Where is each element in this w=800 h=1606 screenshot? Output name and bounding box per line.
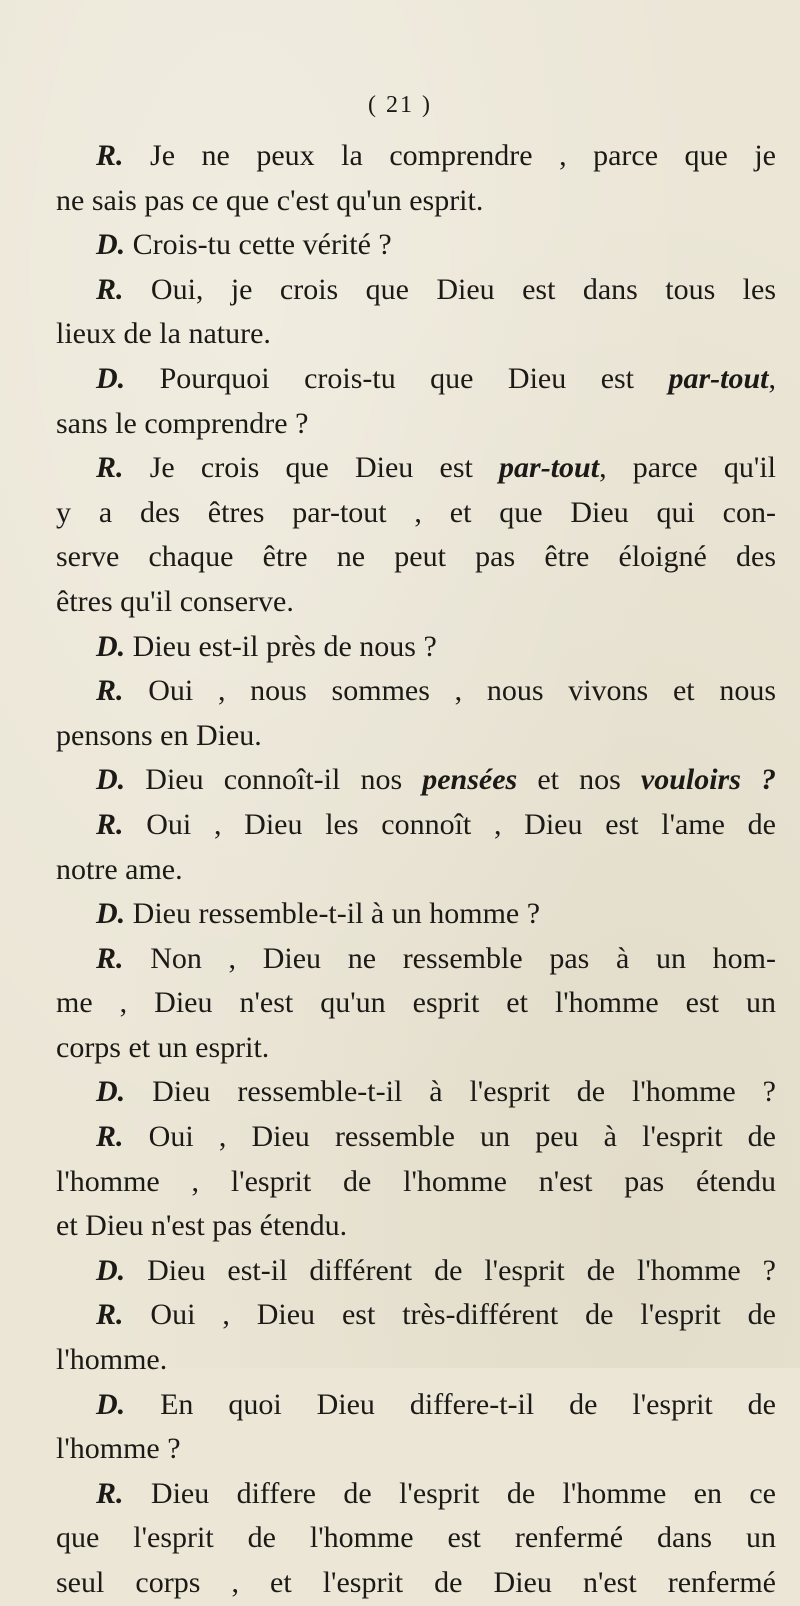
emphasized-text: par-tout — [668, 361, 769, 395]
speaker-label: R. — [96, 272, 124, 306]
text-segment: serve chaque être ne peut pas être éloigné des — [56, 540, 776, 574]
speaker-label: D. — [96, 228, 126, 262]
text-line — [56, 179, 776, 224]
text-line — [56, 937, 776, 982]
text-segment: seul corps , et l'esprit de Dieu n'est renfermé — [56, 1566, 776, 1599]
text-segment: Oui , Dieu les connoît , Dieu est l'ame de — [123, 807, 776, 841]
text-line — [56, 892, 776, 937]
speaker-label: D. — [96, 629, 126, 663]
speaker-label: R. — [96, 674, 124, 708]
speaker-label: R. — [96, 1298, 124, 1332]
text-line — [56, 1293, 776, 1338]
text-line — [56, 1115, 776, 1160]
speaker-label: D. — [96, 1253, 126, 1287]
emphasized-text: vouloirs ? — [640, 763, 776, 797]
speaker-label: D. — [96, 1075, 126, 1109]
text-segment: sans le comprendre ? — [56, 406, 309, 440]
text-line — [56, 848, 776, 893]
text-line — [56, 1070, 776, 1115]
text-line — [56, 268, 776, 313]
text-line — [56, 1160, 776, 1205]
text-segment: et Dieu n'est pas étendu. — [56, 1209, 348, 1243]
text-line — [56, 357, 776, 402]
text-line — [56, 223, 776, 268]
speaker-label: D. — [96, 361, 126, 395]
text-line — [56, 803, 776, 848]
text-segment: En quoi Dieu differe-t-il de l'esprit de — [125, 1387, 776, 1421]
text-line — [56, 1472, 776, 1517]
speaker-label: R. — [96, 139, 124, 172]
text-segment: Dieu est-il près de nous ? — [125, 629, 437, 663]
text-line — [56, 446, 776, 491]
emphasized-text: pensées — [422, 763, 518, 797]
text-line — [56, 714, 776, 759]
text-line — [56, 625, 776, 670]
speaker-label: D. — [96, 1387, 126, 1421]
text-segment: que l'esprit de l'homme est renfermé dans un — [56, 1521, 776, 1555]
text-line — [56, 1249, 776, 1294]
text-segment: l'homme , l'esprit de l'homme n'est pas étendu — [56, 1164, 776, 1198]
text-segment: Dieu differe de l'esprit de l'homme en ce — [123, 1476, 776, 1510]
speaker-label: R. — [96, 807, 124, 841]
text-line — [56, 580, 776, 625]
text-segment: l'homme. — [56, 1343, 168, 1377]
speaker-label: D. — [96, 897, 126, 931]
text-segment: y a des êtres par-tout , et que Dieu qui con- — [56, 495, 776, 529]
text-line — [56, 134, 776, 179]
text-line — [56, 491, 776, 536]
text-segment: Oui , Dieu est très-différent de l'esprit de — [123, 1298, 776, 1332]
text-line — [56, 1204, 776, 1249]
text-line — [56, 1561, 776, 1606]
speaker-label: R. — [96, 1476, 124, 1510]
text-segment: ne sais pas ce que c'est qu'un esprit. — [56, 183, 484, 217]
text-segment: , — [768, 361, 776, 395]
text-segment: Je crois que Dieu est — [123, 451, 500, 485]
text-segment: Dieu ressemble-t-il à l'esprit de l'homme ? — [125, 1075, 776, 1109]
page-number: ( 21 ) — [368, 92, 432, 118]
text-line — [56, 1338, 776, 1383]
text-segment: Oui , Dieu ressemble un peu à l'esprit de — [123, 1120, 776, 1154]
text-segment: pensons en Dieu. — [56, 718, 262, 752]
text-segment: Non , Dieu ne ressemble pas à un hom- — [123, 941, 776, 975]
text-line — [56, 981, 776, 1026]
text-line — [56, 1383, 776, 1428]
speaker-label: D. — [96, 763, 126, 797]
text-segment: Dieu ressemble-t-il à un homme ? — [125, 897, 541, 931]
text-segment: êtres qu'il conserve. — [56, 584, 294, 618]
text-segment: Oui , nous sommes , nous vivons et nous — [123, 674, 776, 708]
text-segment: l'homme ? — [56, 1432, 181, 1466]
text-segment: Dieu est-il différent de l'esprit de l'homme ? — [125, 1253, 776, 1287]
text-segment: Je ne peux la comprendre , parce que je — [123, 139, 776, 172]
text-segment: Pourquoi crois-tu que Dieu est — [125, 361, 669, 395]
text-segment: , parce qu'il — [599, 451, 776, 485]
text-line — [56, 535, 776, 580]
text-line — [56, 402, 776, 447]
text-segment: notre ame. — [56, 852, 183, 886]
text-line — [56, 312, 776, 357]
speaker-label: R. — [96, 941, 124, 975]
text-line — [56, 758, 776, 803]
text-segment: corps et un esprit. — [56, 1030, 270, 1064]
text-segment: Dieu connoît-il nos — [125, 763, 423, 797]
text-line — [56, 1026, 776, 1071]
speaker-label: R. — [96, 451, 124, 485]
text-segment: me , Dieu n'est qu'un esprit et l'homme est un — [56, 986, 776, 1020]
catechism-text — [56, 134, 776, 1606]
text-line — [56, 669, 776, 714]
text-segment: lieux de la nature. — [56, 317, 271, 351]
text-line — [56, 1516, 776, 1561]
text-segment: Oui, je crois que Dieu est dans tous les — [123, 272, 776, 306]
text-line — [56, 1427, 776, 1472]
text-segment: Crois-tu cette vérité ? — [125, 228, 392, 262]
speaker-label: R. — [96, 1120, 124, 1154]
text-segment: et nos — [517, 763, 641, 797]
emphasized-text: par-tout — [499, 451, 600, 485]
